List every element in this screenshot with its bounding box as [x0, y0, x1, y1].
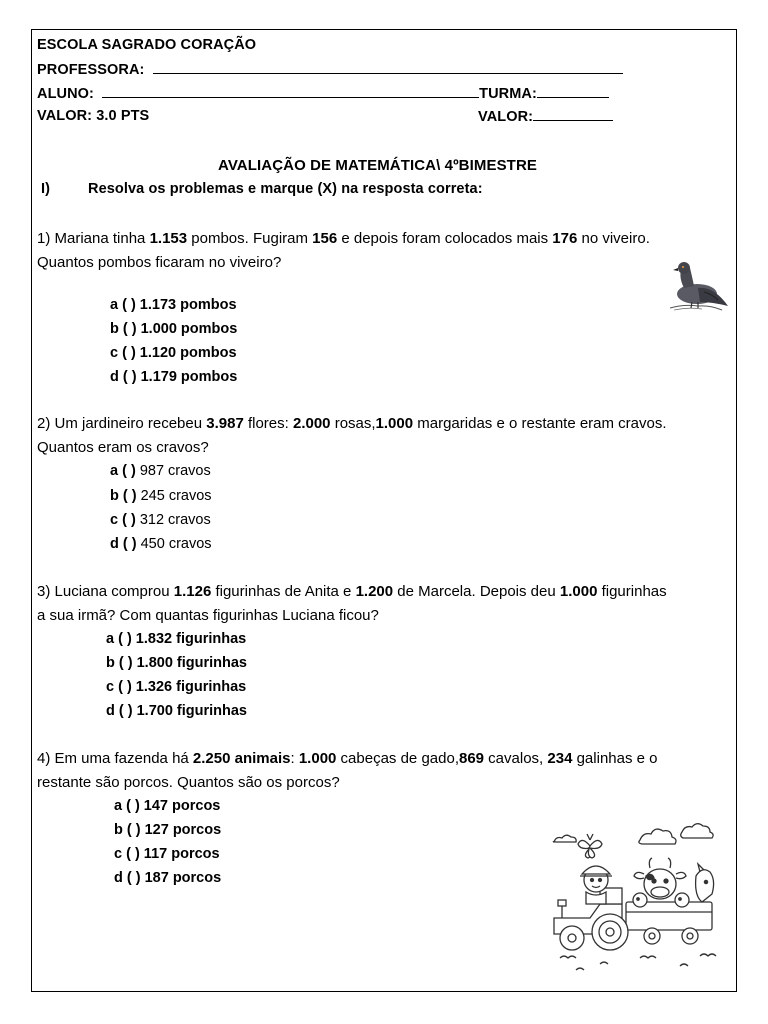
q3-text-line2: a sua irmã? Com quantas figurinhas Luciana ficou? [37, 607, 379, 624]
value-label: VALOR: [478, 109, 534, 125]
q1-option-c[interactable]: c ( ) 1.120 pombos [110, 345, 237, 361]
q4-text: 4) Em uma fazenda há 2.250 animais: 1.000 cabeças de gado,869 cavalos, 234 galinhas e o [37, 750, 658, 767]
q3-option-b[interactable]: b ( ) 1.800 figurinhas [106, 655, 247, 671]
q1-text: 1) Mariana tinha 1.153 pombos. Fugiram 156 e depois foram colocados mais 176 no viveiro. [37, 230, 650, 247]
q2-option-d[interactable]: d ( ) 450 cravos [110, 536, 212, 552]
teacher-label: PROFESSORA: [37, 62, 145, 78]
q1-option-a[interactable]: a ( ) 1.173 pombos [110, 297, 237, 313]
q4-option-d[interactable]: d ( ) 187 porcos [114, 870, 222, 886]
school-name: ESCOLA SAGRADO CORAÇÃO [37, 37, 257, 53]
q3-option-d[interactable]: d ( ) 1.700 figurinhas [106, 703, 247, 719]
student-label: ALUNO: [37, 86, 94, 102]
q1-option-b[interactable]: b ( ) 1.000 pombos [110, 321, 238, 337]
teacher-field[interactable] [153, 61, 623, 74]
q1-option-d[interactable]: d ( ) 1.179 pombos [110, 369, 238, 385]
q2-option-b[interactable]: b ( ) 245 cravos [110, 488, 212, 504]
q2-option-c[interactable]: c ( ) 312 cravos [110, 512, 211, 528]
q3-option-c[interactable]: c ( ) 1.326 figurinhas [106, 679, 247, 695]
class-field[interactable] [537, 85, 609, 98]
points-label: VALOR: 3.0 PTS [37, 108, 150, 124]
q4-option-a[interactable]: a ( ) 147 porcos [114, 798, 221, 814]
class-label: TURMA: [479, 86, 537, 102]
q2-text-line2: Quantos eram os cravos? [37, 439, 209, 456]
student-row [37, 85, 609, 102]
section-instruction: Resolva os problemas e marque (X) na resposta correta: [88, 181, 483, 197]
q1-text-line2: Quantos pombos ficaram no viveiro? [37, 254, 282, 271]
value-row [478, 108, 613, 125]
farm-tractor-icon [540, 818, 730, 978]
pigeon-icon [664, 258, 730, 316]
page-title: AVALIAÇÃO DE MATEMÁTICA\ 4ºBIMESTRE [218, 157, 537, 174]
q3-text: 3) Luciana comprou 1.126 figurinhas de Anita e 1.200 de Marcela. Depois deu 1.000 figurinhas [37, 583, 667, 600]
student-field[interactable] [102, 85, 479, 98]
q2-text: 2) Um jardineiro recebeu 3.987 flores: 2.000 rosas,1.000 margaridas e o restante eram cravos. [37, 415, 667, 432]
q4-text-line2: restante são porcos. Quantos são os porcos? [37, 774, 340, 791]
q2-option-a[interactable]: a ( ) 987 cravos [110, 463, 211, 479]
teacher-row [37, 61, 623, 78]
q4-option-c[interactable]: c ( ) 117 porcos [114, 846, 220, 862]
section-number: I) [41, 181, 51, 197]
q3-option-a[interactable]: a ( ) 1.832 figurinhas [106, 631, 247, 647]
value-field[interactable] [533, 108, 613, 121]
q4-option-b[interactable]: b ( ) 127 porcos [114, 822, 222, 838]
